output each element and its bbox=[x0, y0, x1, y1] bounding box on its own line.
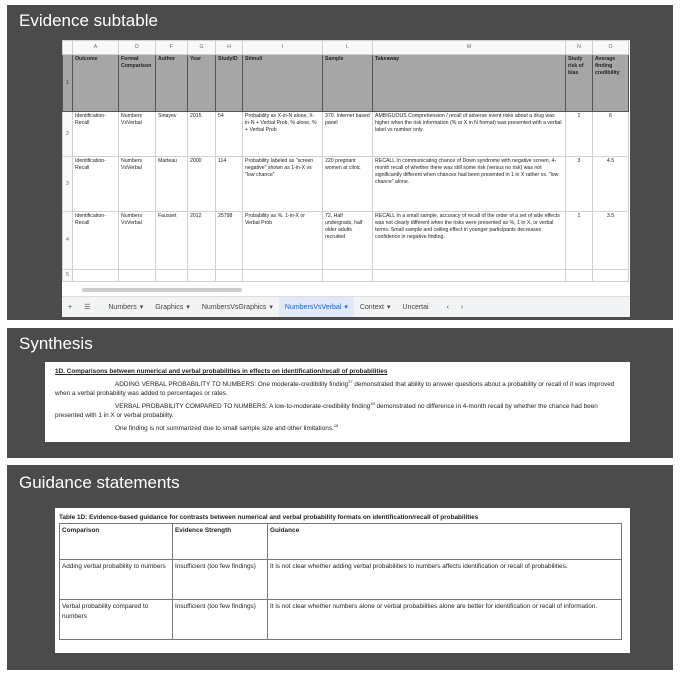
header-cell: Comparison bbox=[60, 524, 173, 560]
header-cell[interactable]: Study risk of bias bbox=[566, 55, 593, 112]
scroll-left-icon[interactable]: ‹ bbox=[446, 303, 449, 311]
cell[interactable]: Probability labeled as "screen negative" shown as 1-in-X vs "low chance" bbox=[243, 157, 323, 212]
column-letter-row bbox=[63, 41, 629, 55]
cell[interactable]: 54 bbox=[216, 112, 243, 157]
cell[interactable]: 114 bbox=[216, 157, 243, 212]
cell[interactable]: 1 bbox=[566, 112, 593, 157]
guidance-table-caption: Table 1D: Evidence-based guidance for contrasts between numerical and verbal probability formats on identification/recall of probabilities bbox=[59, 514, 479, 521]
sheet-tab-numbersvsgraphics[interactable] bbox=[196, 303, 279, 311]
cell[interactable]: Identification-Recall bbox=[73, 112, 119, 157]
synthesis-heading: 1D. Comparisons between numerical and verbal probabilities in effects on identification/recall of probabilities bbox=[55, 368, 388, 375]
header-cell[interactable]: Sample bbox=[323, 55, 373, 112]
cell[interactable] bbox=[566, 270, 593, 282]
row-number[interactable]: 2 bbox=[63, 112, 73, 157]
table-row bbox=[63, 157, 629, 212]
chevron-down-icon[interactable]: ▾ bbox=[269, 304, 273, 311]
evidence-subtable-panel bbox=[7, 5, 673, 320]
cell[interactable] bbox=[323, 270, 373, 282]
cell[interactable] bbox=[119, 270, 156, 282]
cell[interactable]: 220 pregnant women at clinic bbox=[323, 157, 373, 212]
header-cell[interactable]: Average finding credibility bbox=[593, 55, 629, 112]
spreadsheet-grid bbox=[62, 40, 629, 282]
synthesis-paragraph: ADDING VERBAL PROBABILITY TO NUMBERS: One moderate-credibility finding$^{37}$ demonstrated that ability to answer questions about a probability or recall of it was improved when a verbal probability was added to percentages or rates. bbox=[55, 378, 615, 398]
cell[interactable]: RECALL In a small sample, accuracy of recall of the order of a set of side effects was not clearly different when the risks were presented as %, 1 in X, or verbal terms. Small sample and ceiling effect in younger participants decreases confidence in negative finding. bbox=[373, 212, 566, 270]
row-number[interactable]: 1 bbox=[63, 55, 73, 112]
chevron-down-icon[interactable]: ▾ bbox=[344, 304, 348, 311]
cell: Adding verbal probability to numbers bbox=[60, 560, 173, 600]
all-sheets-icon[interactable]: ☰ bbox=[84, 304, 91, 311]
sheet-tab-label: Graphics bbox=[155, 304, 184, 311]
header-cell[interactable]: Author bbox=[156, 55, 188, 112]
section-title-evidence: Evidence subtable bbox=[19, 11, 158, 30]
cell: Verbal probability compared to numbers bbox=[60, 600, 173, 640]
header-cell[interactable]: Takeaway bbox=[373, 55, 566, 112]
table-row bbox=[60, 560, 622, 600]
column-letter[interactable]: M bbox=[373, 41, 566, 55]
sheet-tab-label: NumbersVsGraphics bbox=[201, 304, 267, 311]
cell: Insufficient (too few findings) bbox=[173, 560, 268, 600]
cell[interactable] bbox=[593, 270, 629, 282]
cell[interactable]: 4.5 bbox=[593, 157, 629, 212]
cell[interactable]: 370, Internet based panel bbox=[323, 112, 373, 157]
cell[interactable]: 6 bbox=[593, 112, 629, 157]
header-cell[interactable]: Year bbox=[188, 55, 216, 112]
cell[interactable]: 72, Half undergrads, half older adults recruited bbox=[323, 212, 373, 270]
cell[interactable]: 2012 bbox=[188, 212, 216, 270]
column-letter[interactable]: D bbox=[119, 41, 156, 55]
cell[interactable]: Numbers VsVerbal bbox=[119, 157, 156, 212]
column-letter[interactable]: F bbox=[156, 41, 188, 55]
header-cell[interactable]: Format Comparison bbox=[119, 55, 156, 112]
add-sheet-button[interactable]: + bbox=[68, 303, 73, 311]
synthesis-paragraph: One finding is not summarized due to small sample size and other limitations.$^{18}$ bbox=[115, 422, 339, 432]
row-number[interactable]: 4 bbox=[63, 212, 73, 270]
sheet-tab-numbers[interactable] bbox=[102, 303, 149, 311]
cell[interactable] bbox=[73, 270, 119, 282]
row-number[interactable]: 3 bbox=[63, 157, 73, 212]
sheet-tab-uncertai[interactable] bbox=[397, 304, 435, 311]
header-cell: Guidance bbox=[268, 524, 622, 560]
synthesis-paragraph: VERBAL PROBABILITY COMPARED TO NUMBERS: A low-to-moderate-credibility finding$^{40}$ demonstrated no difference in 4-month recall by whether the chance had been presented with 1 in X or verbal probability. bbox=[55, 400, 598, 420]
cell[interactable] bbox=[373, 270, 566, 282]
table-row bbox=[60, 600, 622, 640]
sheet-tab-label: Uncertai bbox=[402, 303, 429, 311]
cell[interactable]: AMBIGUOUS Comprehension / recall of adverse event risks about a drug was higher when the risk information (% or X in N format) was presented with a verbal label vs number only. bbox=[373, 112, 566, 157]
horizontal-scrollbar[interactable] bbox=[82, 288, 242, 292]
cell[interactable]: Sinayev bbox=[156, 112, 188, 157]
cell[interactable]: 2015 bbox=[188, 112, 216, 157]
column-letter[interactable]: L bbox=[323, 41, 373, 55]
synthesis-panel bbox=[7, 328, 673, 458]
cell[interactable]: 3 bbox=[566, 157, 593, 212]
cell[interactable]: Identification-Recall bbox=[73, 157, 119, 212]
sheet-tab-label: Numbers bbox=[108, 304, 137, 311]
column-letter[interactable]: A bbox=[73, 41, 119, 55]
column-letter[interactable]: N bbox=[566, 41, 593, 55]
cell[interactable]: Fausset bbox=[156, 212, 188, 270]
cell[interactable]: Numbers VsVerbal bbox=[119, 212, 156, 270]
header-cell[interactable]: StudyID bbox=[216, 55, 243, 112]
cell[interactable]: Probability as X-in-N alone, X-in-N + Verbal Prob, % alone, % + Verbal Prob bbox=[243, 112, 323, 157]
cell[interactable]: Probability as %, 1-in-X or Verbal Prob bbox=[243, 212, 323, 270]
section-title-guidance: Guidance statements bbox=[19, 473, 180, 492]
sheet-tabs-bar bbox=[62, 296, 630, 317]
cell[interactable]: 25798 bbox=[216, 212, 243, 270]
column-letter[interactable]: H bbox=[216, 41, 243, 55]
header-cell[interactable]: Stimuli bbox=[243, 55, 323, 112]
cell: Insufficient (too few findings) bbox=[173, 600, 268, 640]
synthesis-document bbox=[45, 362, 630, 442]
table-row bbox=[63, 270, 629, 282]
header-cell: Evidence Strength bbox=[173, 524, 268, 560]
sheet-tab-context[interactable] bbox=[354, 303, 397, 311]
header-cell[interactable]: Outcome bbox=[73, 55, 119, 112]
cell[interactable] bbox=[216, 270, 243, 282]
column-letter[interactable]: G bbox=[188, 41, 216, 55]
scroll-right-icon[interactable]: › bbox=[460, 303, 464, 311]
cell[interactable]: Identification-Recall bbox=[73, 212, 119, 270]
chevron-down-icon[interactable]: ▾ bbox=[139, 304, 144, 311]
cell[interactable]: 1 bbox=[566, 212, 593, 270]
section-title-synthesis: Synthesis bbox=[19, 334, 93, 353]
column-letter[interactable]: I bbox=[243, 41, 323, 55]
column-letter[interactable]: O bbox=[593, 41, 629, 55]
column-letter[interactable] bbox=[63, 41, 73, 55]
cell: It is not clear whether adding verbal probabilities to numbers affects identification or recall of probabilities. bbox=[268, 560, 622, 600]
guidance-table bbox=[59, 523, 622, 640]
cell[interactable] bbox=[188, 270, 216, 282]
guidance-document bbox=[55, 508, 630, 653]
header-row bbox=[63, 55, 629, 112]
table-row bbox=[63, 112, 629, 157]
chevron-down-icon[interactable]: ▾ bbox=[386, 304, 391, 311]
sheet-tab-label: Context bbox=[359, 304, 384, 311]
cell[interactable]: RECALL In communicating chance of Down syndrome with negative screen, 4-month recall of whether there was still some risk (versus no risk) was not significantly different when chances had been presented in 1 in X rather vs. "low chance" alone. bbox=[373, 157, 566, 212]
chevron-down-icon[interactable]: ▾ bbox=[186, 304, 190, 311]
guidance-panel bbox=[7, 465, 673, 670]
cell: It is not clear whether numbers alone or verbal probabilities alone are better for identification or recall of information. bbox=[268, 600, 622, 640]
cell[interactable]: Numbers VsVerbal bbox=[119, 112, 156, 157]
row-number[interactable]: 5 bbox=[63, 270, 73, 282]
cell[interactable] bbox=[156, 270, 188, 282]
sheet-tab-label: NumbersVsVerbal bbox=[284, 303, 342, 311]
sheet-tab-numbersvsverbal[interactable] bbox=[279, 297, 354, 317]
sheet-tab-graphics[interactable] bbox=[149, 303, 196, 311]
cell[interactable]: Marteau bbox=[156, 157, 188, 212]
cell[interactable]: 2000 bbox=[188, 157, 216, 212]
table-row bbox=[63, 212, 629, 270]
spreadsheet bbox=[62, 40, 630, 317]
cell[interactable]: 3.5 bbox=[593, 212, 629, 270]
cell[interactable] bbox=[243, 270, 323, 282]
